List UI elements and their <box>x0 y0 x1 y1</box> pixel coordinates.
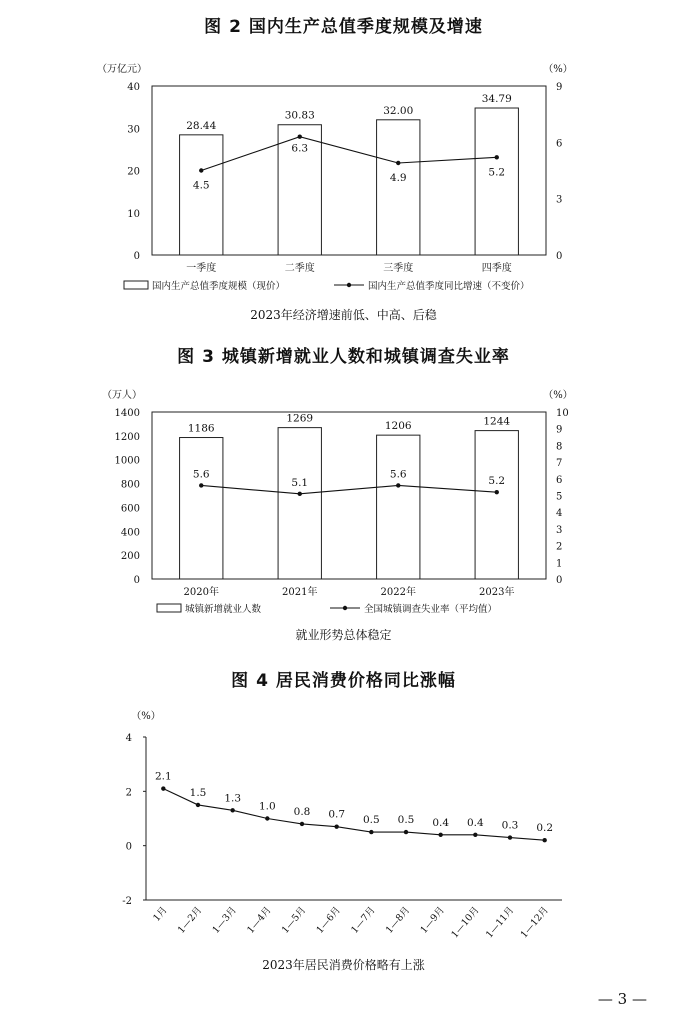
line-point <box>396 161 400 165</box>
line-value-label: 4.5 <box>192 179 210 192</box>
line-point <box>508 835 512 839</box>
line-point <box>199 168 203 172</box>
x-tick-label: 1—11月 <box>483 904 517 941</box>
line-value-label: 0.5 <box>362 814 380 827</box>
left-tick-label: 400 <box>120 527 140 539</box>
x-tick-label: 1—8月 <box>383 904 413 936</box>
x-tick-label: 1—9月 <box>418 904 447 936</box>
line-value-label: 0.7 <box>328 808 346 821</box>
right-tick-label: 9 <box>556 424 563 436</box>
left-axis-unit: （万亿元） <box>97 64 147 75</box>
line-point <box>404 830 408 834</box>
line-value-label: 0.5 <box>397 814 415 827</box>
category-label: 2020年 <box>183 587 219 598</box>
line-point <box>334 824 338 828</box>
left-tick-label: 20 <box>127 166 140 178</box>
x-tick-label: 1—10月 <box>449 904 482 941</box>
category-label: 2021年 <box>282 587 318 598</box>
growth-line <box>201 137 497 171</box>
y-axis-unit: （%） <box>131 711 161 722</box>
x-tick-label: 1—5月 <box>279 904 309 936</box>
left-tick-label: 10 <box>127 208 140 220</box>
bar <box>475 108 518 255</box>
right-tick-label: 4 <box>556 508 563 520</box>
y-tick-label: 2 <box>125 787 132 799</box>
figure-3-title: 图 3 城镇新增就业人数和城镇调查失业率 <box>177 347 510 367</box>
page-number: — 3 — <box>597 990 647 1008</box>
left-tick-label: 1200 <box>114 431 140 443</box>
x-tick-label: 1—3月 <box>210 904 239 936</box>
line-value-label: 5.1 <box>291 476 309 489</box>
x-tick-label: 1—2月 <box>175 904 205 936</box>
cpi-line <box>163 786 544 841</box>
line-point <box>230 808 234 812</box>
gdp-quarterly-chart <box>0 52 687 302</box>
bar <box>180 438 223 579</box>
bar <box>377 120 420 255</box>
left-tick-label: 40 <box>127 82 140 93</box>
line-value-label: 0.3 <box>501 819 519 832</box>
line-point <box>199 483 203 487</box>
line-point <box>298 135 302 139</box>
bar <box>278 428 321 579</box>
line-point <box>298 492 302 496</box>
bar-value-label: 30.83 <box>284 109 315 122</box>
line-point <box>300 822 304 826</box>
line-value-label: 0.8 <box>293 805 311 818</box>
bar-value-label: 32.00 <box>383 104 414 117</box>
bar <box>475 431 518 579</box>
line-point <box>542 838 546 842</box>
category-label: 二季度 <box>284 263 315 274</box>
y-tick-label: 4 <box>125 733 132 744</box>
x-tick-label: 1月 <box>151 904 170 924</box>
bar-value-label: 28.44 <box>186 119 217 132</box>
legend-line-marker <box>343 606 347 610</box>
x-tick-label: 1—6月 <box>314 904 343 936</box>
right-axis-unit: （%） <box>543 390 573 401</box>
legend-bar-label: 国内生产总值季度规模（现价） <box>152 281 286 292</box>
employment-chart <box>0 378 687 623</box>
line-value-label: 1.0 <box>258 800 276 813</box>
line-point <box>438 833 442 837</box>
bar-value-label: 1269 <box>286 412 314 425</box>
right-tick-label: 9 <box>556 82 563 93</box>
right-tick-label: 0 <box>556 251 563 262</box>
legend-bar-label: 城镇新增就业人数 <box>185 604 262 615</box>
line-value-label: 0.4 <box>466 816 484 829</box>
left-tick-label: 800 <box>120 479 140 491</box>
right-tick-label: 7 <box>556 458 563 470</box>
figure-2-caption: 2023年经济增速前低、中高、后稳 <box>250 308 437 322</box>
growth-line <box>201 485 497 493</box>
bar-value-label: 34.79 <box>481 93 512 106</box>
bar-value-label: 1186 <box>187 422 215 435</box>
y-tick-label: 0 <box>125 841 132 853</box>
legend-line-marker <box>347 283 351 287</box>
legend-line-label: 国内生产总值季度同比增速（不变价） <box>368 281 530 292</box>
line-point <box>265 816 269 820</box>
left-tick-label: 600 <box>120 503 140 515</box>
figure-4-title: 图 4 居民消费价格同比涨幅 <box>231 671 456 691</box>
y-tick-label: -2 <box>122 896 132 907</box>
right-tick-label: 8 <box>556 441 563 453</box>
figure-2-title: 图 2 国内生产总值季度规模及增速 <box>204 17 483 37</box>
right-tick-label: 5 <box>556 491 563 503</box>
category-label: 2022年 <box>380 587 416 598</box>
legend-line-label: 全国城镇调查失业率（平均值） <box>364 604 498 615</box>
line-value-label: 0.4 <box>432 816 450 829</box>
left-tick-label: 0 <box>133 251 140 262</box>
legend-bar-swatch <box>157 604 181 612</box>
right-tick-label: 10 <box>556 408 569 419</box>
figure-3-caption: 就业形势总体稳定 <box>295 628 392 642</box>
line-value-label: 5.6 <box>192 468 210 481</box>
right-tick-label: 6 <box>556 138 563 150</box>
line-value-label: 2.1 <box>154 770 172 783</box>
left-axis-unit: （万人） <box>102 390 142 401</box>
line-value-label: 1.3 <box>224 792 242 805</box>
right-tick-label: 3 <box>556 524 563 536</box>
x-tick-label: 1—12月 <box>518 904 551 941</box>
line-value-label: 1.5 <box>189 786 207 799</box>
line-point <box>396 483 400 487</box>
bar <box>180 135 223 255</box>
line-value-label: 0.2 <box>536 822 554 835</box>
right-tick-label: 6 <box>556 474 563 486</box>
cpi-chart <box>0 700 687 955</box>
line-value-label: 6.3 <box>291 142 309 155</box>
line-point <box>196 803 200 807</box>
x-tick-label: 1—4月 <box>245 904 274 936</box>
line-value-label: 4.9 <box>389 171 407 184</box>
right-tick-label: 3 <box>556 194 563 206</box>
left-tick-label: 0 <box>133 575 140 586</box>
line-point <box>495 155 499 159</box>
category-label: 2023年 <box>479 587 515 598</box>
right-tick-label: 1 <box>556 558 563 570</box>
left-tick-label: 1400 <box>114 408 140 419</box>
line-value-label: 5.2 <box>488 166 506 179</box>
left-tick-label: 30 <box>127 124 140 136</box>
line-point <box>161 786 165 790</box>
category-label: 三季度 <box>383 263 414 274</box>
bar <box>377 435 420 579</box>
right-axis-unit: （%） <box>543 64 573 75</box>
line-value-label: 5.6 <box>389 468 407 481</box>
line-value-label: 5.2 <box>488 475 506 488</box>
bar-value-label: 1206 <box>384 420 412 433</box>
category-label: 四季度 <box>481 263 512 274</box>
line-point <box>495 490 499 494</box>
right-tick-label: 0 <box>556 575 563 586</box>
line-point <box>369 830 373 834</box>
left-tick-label: 1000 <box>114 455 140 467</box>
figure-4-caption: 2023年居民消费价格略有上涨 <box>262 958 425 972</box>
bar-value-label: 1244 <box>483 415 511 428</box>
right-tick-label: 2 <box>556 541 563 553</box>
category-label: 一季度 <box>186 263 217 274</box>
line-point <box>473 833 477 837</box>
legend-bar-swatch <box>124 281 148 289</box>
left-tick-label: 200 <box>120 551 140 563</box>
x-tick-label: 1—7月 <box>349 904 378 936</box>
